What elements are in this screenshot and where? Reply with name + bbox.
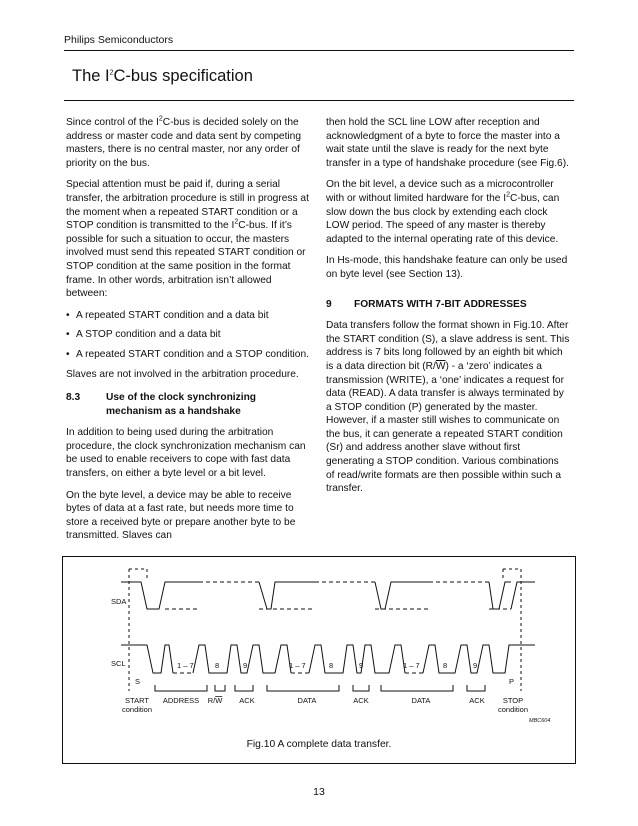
pulse-label: 9 (473, 661, 478, 670)
paragraph: Special attention must be paid if, during a serial transfer, the arbitration procedure is still in progress at the moment when a repeated START condition or a STOP condition is transmitted to the $I^2C$-bus. If it’s possible for such a situation to occur, the masters involved must send this repeated START condition or STOP condition at the same position in the format frame. In other words, arbitration isn’t allowed between: (66, 179, 309, 300)
ack-label: ACK (469, 696, 485, 705)
paragraph: On the byte level, a device may be able to receive bytes of data at a fast rate, but needs more time to store a received byte or prepare another byte to be transmitted. Slaves can (66, 489, 296, 542)
figure-code: MBC604 (529, 718, 551, 724)
data-label: DATA (297, 696, 317, 705)
field-brackets (155, 685, 485, 691)
paragraph: On the bit level, a device such as a microcontroller with or without limited hardware for the $I^2C$-bus, can slow down the bus clock by extending each clock LOW period. The speed of any master is thereby adapted to the internal operating rate of this device. (326, 179, 560, 245)
bullet-item: • A STOP condition and a data bit (66, 329, 221, 341)
running-header: Philips Semiconductors (64, 34, 174, 46)
scl-label: SCL (111, 659, 126, 668)
left-column (66, 116, 310, 551)
stop-label: STOP (502, 696, 524, 705)
pulse-label: 1 – 7 (403, 661, 420, 670)
pulse-label: 8 (443, 661, 448, 670)
rw-label: R/W (207, 696, 223, 705)
sda-waveform (121, 582, 535, 609)
bullet-item: • A repeated START condition and a data bit (66, 309, 269, 321)
sda-label: SDA (111, 597, 127, 606)
field-labels (122, 696, 528, 714)
section-heading: 8.3 Use of the clock synchronizing mechanism as a handshake (66, 392, 257, 417)
pulse-label: 8 (215, 661, 220, 670)
pulse-label: 1 – 7 (289, 661, 306, 670)
right-column (326, 116, 570, 504)
stop-symbol: P (509, 677, 515, 686)
ack-label: ACK (353, 696, 369, 705)
start-label: START (125, 696, 149, 705)
address-label: ADDRESS (162, 696, 200, 705)
paragraph: In Hs-mode, this handshake feature can only be used on byte level (see Section 13). (326, 255, 568, 280)
paragraph: then hold the SCL line LOW after reception and acknowledgment of a byte to force the master into a wait state until the slave is ready for the next byte transfer in a type of handshake procedure (see Fig.6). (326, 117, 569, 169)
data-label: DATA (411, 696, 431, 705)
timing-diagram (63, 557, 575, 763)
pulse-label: 1 – 7 (177, 661, 194, 670)
ack-label: ACK (239, 696, 255, 705)
page-number: 13 (313, 786, 325, 798)
header-rule (64, 50, 574, 51)
paragraph: Data transfers follow the format shown in Fig.10. After the START condition (S), a slave address is sent. This address is 7 bits long followed by an eighth bit which is a data direction bit $(R/\overline{W})$ - a ‘zero’ indicates a transmission (WRITE), a ‘one’ indicates a request for data (READ). A data transfer is always terminated by a STOP condition (P) generated by the master. However, if a master still wishes to communicate on the bus, it can generate a repeated START condition (Sr) and address another slave without first generating a STOP condition. Various combinations of read/write formats are then possible within such a transfer. (326, 320, 570, 495)
bullet-item: • A repeated START condition and a STOP condition. (66, 348, 309, 360)
start-symbol: S (135, 677, 141, 686)
start-label: condition (121, 705, 153, 714)
pulse-label: 9 (359, 661, 364, 670)
pulse-label: 9 (243, 661, 248, 670)
stop-label: condition (497, 705, 529, 714)
pulse-label: 8 (329, 661, 334, 670)
title-rule (64, 100, 574, 101)
page-title: The $I^2C$-bus specification (72, 67, 253, 85)
paragraph: In addition to being used during the arbitration procedure, the clock synchronization mechanism can be used to enable receivers to cope with fast data transfers, on either a byte level or a bit level. (66, 427, 306, 480)
paragraph: Slaves are not involved in the arbitration procedure. (66, 368, 299, 380)
figure-caption: Fig.10 A complete data transfer. (246, 739, 392, 750)
paragraph: Since control of the $I^2C$-bus is decided solely on the address or master code and data sent by competing masters, there is no central master, nor any order of priority on the bus. (66, 115, 302, 169)
section-heading: 9 FORMATS WITH 7-BIT ADDRESSES (326, 298, 527, 310)
figure-box (62, 556, 576, 764)
